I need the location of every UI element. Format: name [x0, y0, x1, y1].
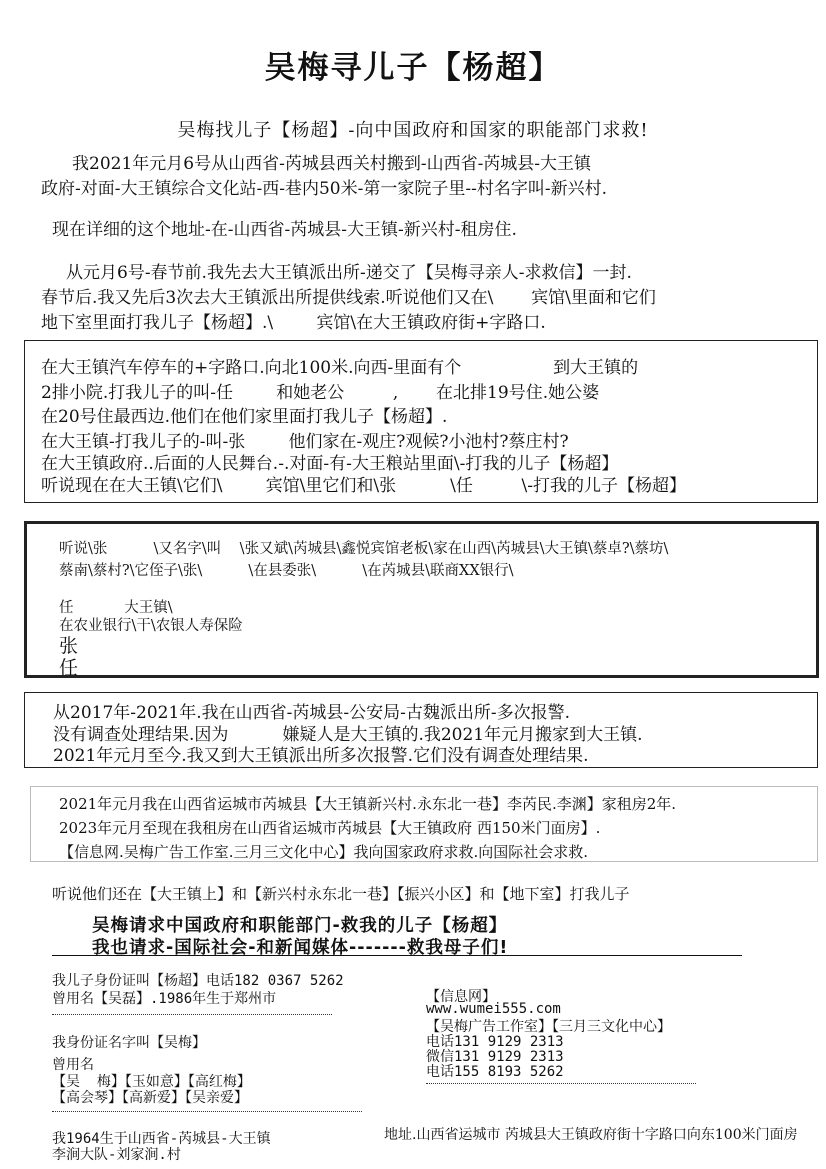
suspect-box-1 [24, 340, 818, 503]
box1-line-5: 在大王镇政府..后面的人民舞台.-.对面-有-大王粮站里面\-打我的儿子【杨超】 [41, 454, 619, 474]
box1-line-6: 听说现在在大王镇\它们\ 宾馆\里它们和\张 \任 \-打我的儿子【杨超】 [41, 476, 687, 496]
intro-line-1: 我2021年元月6号从山西省-芮城县西关村搬到-山西省-芮城县-大王镇 [72, 154, 592, 174]
box1-line-2: 2排小院.打我儿子的叫-任 和她老公 , 在北排19号住.她公婆 [41, 383, 600, 403]
box2-line-6: 任 [59, 657, 79, 679]
box1-line-4: 在大王镇-打我儿子的-叫-张 他们家在-观庄?观候?小池村?蔡庄村? [41, 432, 569, 452]
box3-line-3: 2021年元月至今.我又到大王镇派出所多次报警.它们没有调查处理结果. [53, 746, 589, 766]
subtitle: 吴梅找儿子【杨超】-向中国政府和国家的职能部门求救! [177, 120, 649, 141]
box1-line-3: 在20号住最西边.他们在他们家里面打我儿子【杨超】. [41, 407, 448, 427]
appeal-line-2: 我也请求-国际社会-和新闻媒体-------救我母子们! [92, 938, 509, 958]
box2-line-4: 在农业银行\干\农银人寿保险 [59, 618, 243, 634]
contact-wechat: 微信131 9129 2313 [426, 1049, 564, 1065]
heard-line: 听说他们还在【大王镇上】和【新兴村永东北一巷】【振兴小区】和【地下室】打我儿子 [52, 885, 630, 903]
appeal-line-1: 吴梅请求中国政府和职能部门-救我的儿子【杨超】 [92, 916, 508, 936]
self-line-1: 我身份证名字叫【吴梅】 [52, 1035, 206, 1051]
suspect-box-2 [24, 521, 819, 678]
para2-line-2: 春节后.我又先后3次去大王镇派出所提供线索.听说他们又在\ 宾馆\里面和它们 [41, 288, 656, 308]
box1-line-1: 在大王镇汽车停车的+字路口.向北100米.向西-里面有个 到大王镇的 [41, 358, 639, 378]
address-line: 现在详细的这个地址-在-山西省-芮城县-大王镇-新兴村-租房住. [52, 220, 517, 240]
box4-line-1: 2021年元月我在山西省运城市芮城县【大王镇新兴村.永东北一巷】李芮民.李渊】家租房2年. [59, 795, 677, 813]
box3-line-1: 从2017年-2021年.我在山西省-芮城县-公安局-古魏派出所-多次报警. [53, 703, 571, 723]
box2-line-3: 任 大王镇\ [59, 600, 173, 616]
residence-box [30, 786, 818, 862]
box2-line-1: 听说\张 \又名字\叫 \张又斌\芮城县\鑫悦宾馆老板\家在山西\芮城县\大王镇\蔡卓?\蔡坊\ [59, 541, 669, 557]
contact-phone-1: 电话131 9129 2313 [426, 1034, 564, 1050]
birth-line-1: 我1964生于山西省-芮城县-大王镇 [52, 1131, 271, 1147]
self-line-2: 曾用名 [52, 1057, 94, 1073]
contact-line-3: 【吴梅广告工作室】【三月三文化中心】 [426, 1019, 671, 1035]
box2-line-5: 张 [59, 635, 79, 657]
self-line-3: 【吴 梅】【玉如意】【高红梅】 [52, 1074, 251, 1090]
divider-dots-3 [426, 1083, 696, 1084]
footer-address: 地址.山西省运城市 芮城县大王镇政府街十字路口向东100米门面房 [384, 1127, 798, 1143]
son-line-2: 曾用名【吴磊】.1986年生于郑州市 [52, 991, 277, 1007]
contact-line-1: 【信息网】 [426, 989, 496, 1005]
contact-website[interactable]: www.wumei555.com [426, 1001, 561, 1017]
box3-line-2: 没有调查处理结果.因为 嫌疑人是大王镇的.我2021年元月搬家到大王镇. [53, 725, 643, 745]
box2-line-2: 蔡南\蔡村?\它侄子\张\ \在县委张\ \在芮城县\联商XX银行\ [59, 563, 514, 579]
birth-line-2: 李涧大队-刘家涧.村 [52, 1147, 181, 1163]
son-line-1: 我儿子身份证叫【杨超】电话182 0367 5262 [52, 973, 344, 989]
divider-dots-2 [52, 1111, 362, 1112]
contact-phone-2: 电话155 8193 5262 [426, 1064, 564, 1080]
police-report-box [24, 692, 818, 768]
appeal-divider [52, 955, 742, 956]
para2-line-3: 地下室里面打我儿子【杨超】.\ 宾馆\在大王镇政府街+字路口. [41, 313, 546, 333]
divider-dots-1 [52, 1014, 332, 1015]
intro-line-2: 政府-对面-大王镇综合文化站-西-巷内50米-第一家院子里--村名字叫-新兴村. [41, 179, 607, 199]
page-title: 吴梅寻儿子【杨超】 [264, 50, 562, 86]
para2-line-1: 从元月6号-春节前.我先去大王镇派出所-递交了【吴梅寻亲人-求救信】一封. [66, 263, 632, 283]
box4-line-2: 2023年元月至现在我租房在山西省运城市芮城县【大王镇政府 西150米门面房】. [59, 819, 601, 837]
self-line-4: 【高会琴】【高新爱】【吴亲爱】 [52, 1090, 248, 1106]
box4-line-3: 【信息网.吴梅广告工作室.三月三文化中心】我向国家政府求救.向国际社会求救. [59, 843, 589, 861]
